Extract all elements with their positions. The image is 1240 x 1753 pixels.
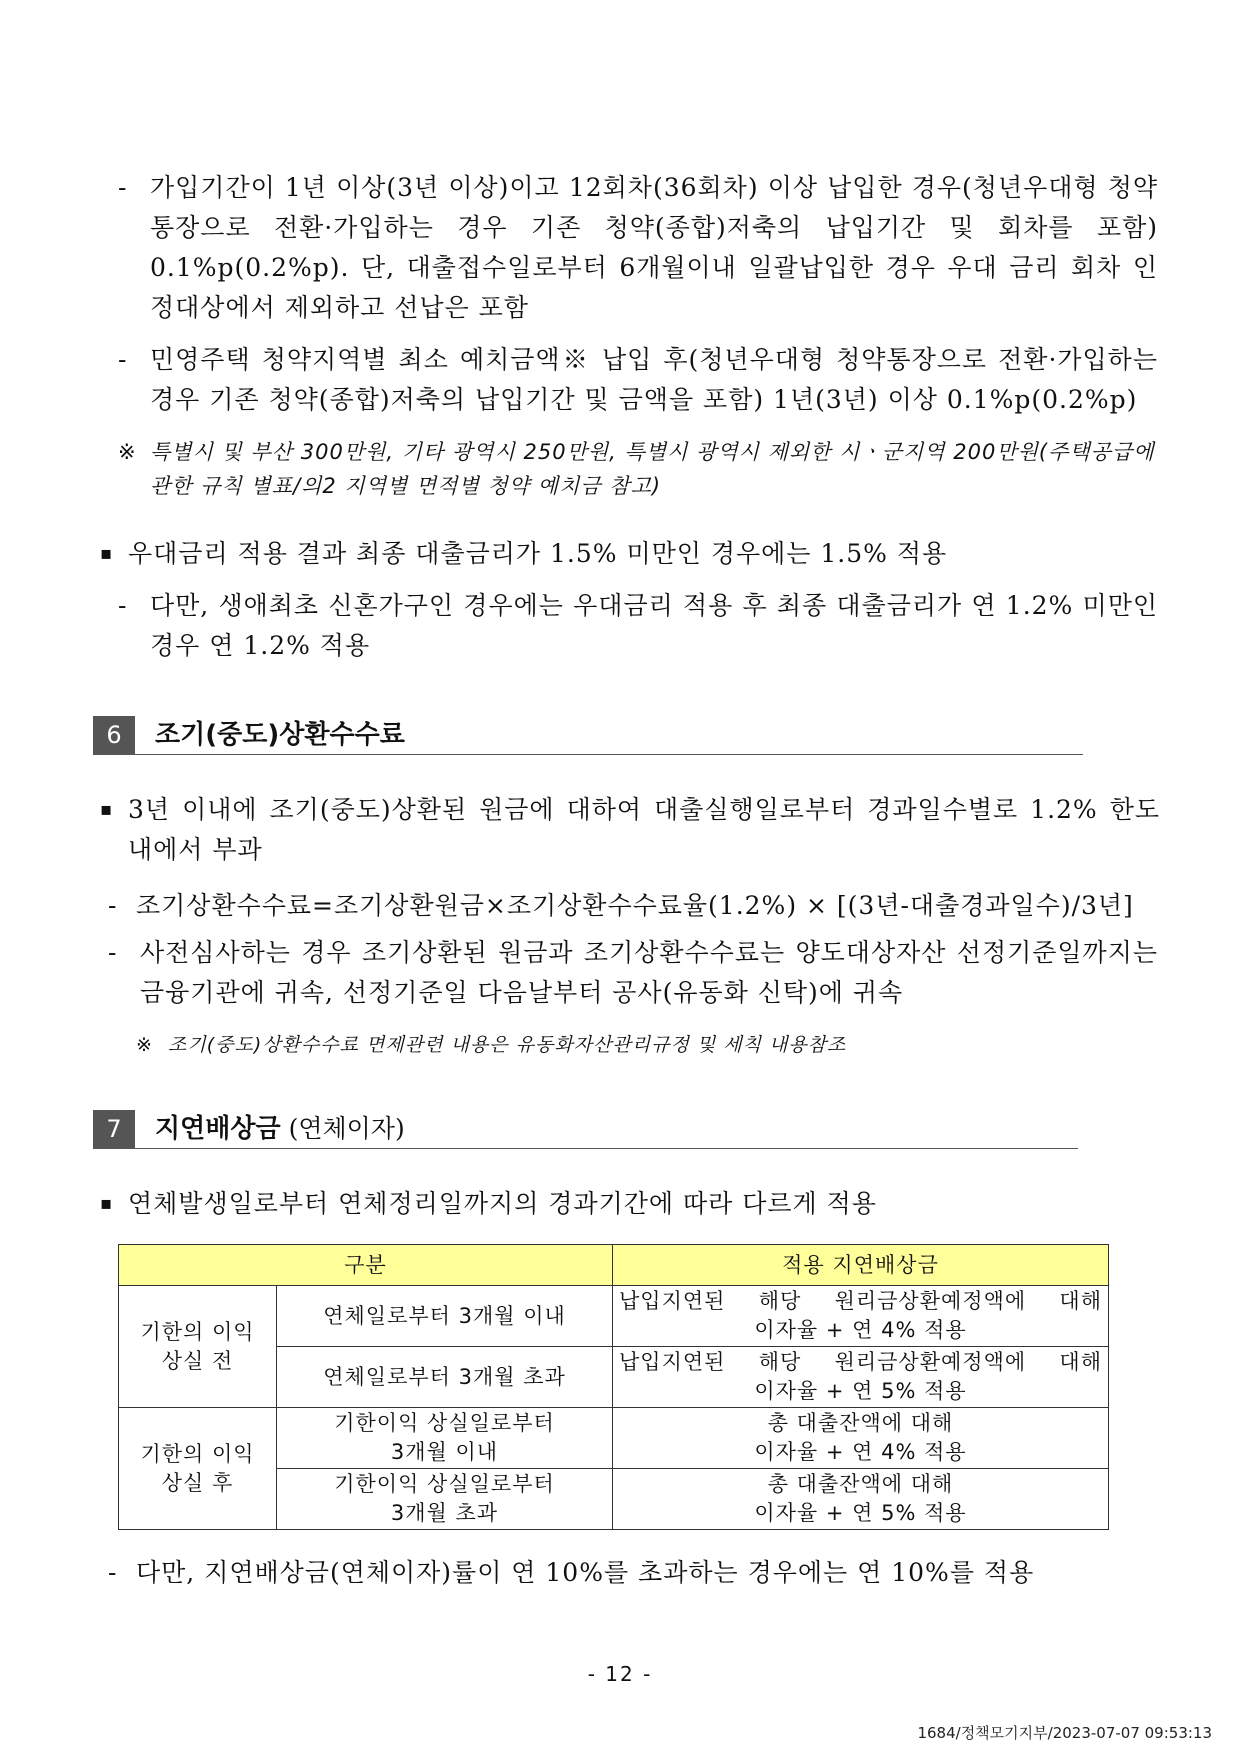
rate-line: 이자율 + 연 4% 적용 [754,1440,967,1464]
document-footer: 1684/정책모기지부/2023-07-07 09:53:13 [917,1724,1212,1742]
header-rate: 적용 지연배상금 [613,1245,1109,1286]
delay-charge-cap-text: 다만, 지연배상금(연체이자)률이 연 10%를 초과하는 경우에는 연 10%를 적용 [136,1558,1035,1587]
rate-line: 이자율 + 연 5% 적용 [754,1501,967,1525]
period-line: 기한이익 상실일로부터 [334,1411,555,1435]
bullet-mark: ▪ [100,543,114,564]
period-line: 연체일로부터 3개월 초과 [323,1364,566,1389]
table-row [119,1286,1109,1347]
rate-line: 이자율 + 연 4% 적용 [754,1318,967,1342]
prepayment-fee-attribution: 사전심사하는 경우 조기상환된 원금과 조기상환수수료는 양도대상자산 선정기준일까지는 금융기관에 귀속, 선정기준일 다음날부터 공사(유동화 신탁)에 귀속 [140,938,1158,1007]
header-category: 구분 [119,1245,613,1286]
dash-mark: - [108,938,118,967]
dash-mark: - [118,345,128,374]
list-item [108,886,1158,926]
list-item [108,933,1158,1013]
section-6-heading [93,716,1083,754]
section-title-text: 지연배상금 [155,1114,281,1144]
rate-cell [613,1408,1109,1469]
prepayment-note-text: 조기(중도)상환수수료 면제관련 내용은 유동화자산관리규정 및 세칙 내용참조 [168,1034,847,1056]
bullet-mark: ▪ [100,799,114,820]
min-rate-sub-text: 다만, 생애최초 신혼가구인 경우에는 우대금리 적용 후 최종 대출금리가 연 1.2% 미만인 경우 연 1.2% 적용 [150,591,1158,660]
period-cell [277,1347,613,1408]
delay-charge-table [118,1244,1109,1530]
section-number: 6 [93,716,135,754]
section-number: 7 [93,1110,135,1148]
section-rule [93,754,1083,755]
rate-line: 납입지연된 해당 원리금상환예정액에 대해 [619,1289,1103,1313]
dash-mark: - [108,891,118,920]
group-label-line: 상실 전 [161,1348,234,1373]
table-row [119,1408,1109,1469]
period-line: 3개월 초과 [390,1501,499,1525]
dash-mark: - [108,1558,118,1587]
list-item [118,586,1158,666]
section-subtitle: (연체이자) [288,1114,405,1143]
min-rate-text: 우대금리 적용 결과 최종 대출금리가 1.5% 미만인 경우에는 1.5% 적용 [128,539,948,568]
min-rate-item [100,534,1160,574]
list-item [118,168,1158,328]
prepayment-fee-item [100,790,1160,870]
prepayment-fee-text: 3년 이내에 조기(중도)상환된 원금에 대하여 대출실행일로부터 경과일수별로 1.2% 한도 내에서 부과 [128,795,1160,864]
note-mark: ※ [136,1034,153,1056]
period-cell [277,1469,613,1530]
group-label [119,1408,277,1530]
list-item [108,1553,1158,1593]
rate-line: 총 대출잔액에 대해 [767,1411,954,1435]
prepayment-note [136,1028,1156,1062]
dash-mark: - [118,591,128,620]
period-cell [277,1408,613,1469]
section-title [155,1110,405,1148]
rate-cell [613,1469,1109,1530]
period-line: 기한이익 상실일로부터 [334,1472,555,1496]
group-label-line: 기한의 이익 [140,1441,255,1466]
rate-cell [613,1286,1109,1347]
deposit-note-text: 특별시 및 부산 300만원, 기타 광역시 250만원, 특별시 광역시 제외한 시ㆍ군지역 200만원(주택공급에 관한 규칙 별표/의2 지역별 면적별 청약 예치금 참고) [150,440,1155,498]
prepayment-fee-formula: 조기상환수수료=조기상환원금×조기상환수수료율(1.2%) × [(3년-대출경과일수)/3년] [136,891,1134,920]
group-label-line: 상실 후 [161,1470,234,1495]
rate-line: 이자율 + 연 5% 적용 [754,1379,967,1403]
section-7-heading [93,1110,1078,1148]
rate-line: 총 대출잔액에 대해 [767,1472,954,1496]
deposit-note [118,435,1158,503]
period-line: 연체일로부터 3개월 이내 [323,1303,566,1328]
period-cell [277,1286,613,1347]
bullet-mark: ▪ [100,1193,114,1214]
period-line: 3개월 이내 [390,1440,499,1464]
section-rule [93,1148,1078,1149]
delay-charge-text: 연체발생일로부터 연체정리일까지의 경과기간에 따라 다르게 적용 [128,1189,877,1218]
rate-line: 납입지연된 해당 원리금상환예정액에 대해 [619,1350,1103,1374]
section-title: 조기(중도)상환수수료 [155,720,405,750]
dash-mark: - [118,173,128,202]
group-label [119,1286,277,1408]
preferential-rate-deposit-text: 민영주택 청약지역별 최소 예치금액※ 납입 후(청년우대형 청약통장으로 전환·가입하는 경우 기존 청약(종합)저축의 납입기간 및 금액을 포함) 1년(3년) 이상 0.1%p(0.2%p) [150,345,1158,414]
page-number: - 12 - [587,1662,653,1686]
rate-cell [613,1347,1109,1408]
delay-charge-item [100,1184,1160,1224]
table-header-row [119,1245,1109,1286]
list-item [118,340,1158,420]
group-label-line: 기한의 이익 [140,1319,255,1344]
preferential-rate-period-text: 가입기간이 1년 이상(3년 이상)이고 12회차(36회차) 이상 납입한 경우(청년우대형 청약통장으로 전환·가입하는 경우 기존 청약(종합)저축의 납입기간 및 회차를 포함) 0.1%p(0.2%p). 단, 대출접수일로부터 6개월이내 일괄납입한 경우 우대 금리 회차 인정대상에서 제외하고 선납은 포함 [150,173,1158,322]
note-mark: ※ [118,440,137,464]
